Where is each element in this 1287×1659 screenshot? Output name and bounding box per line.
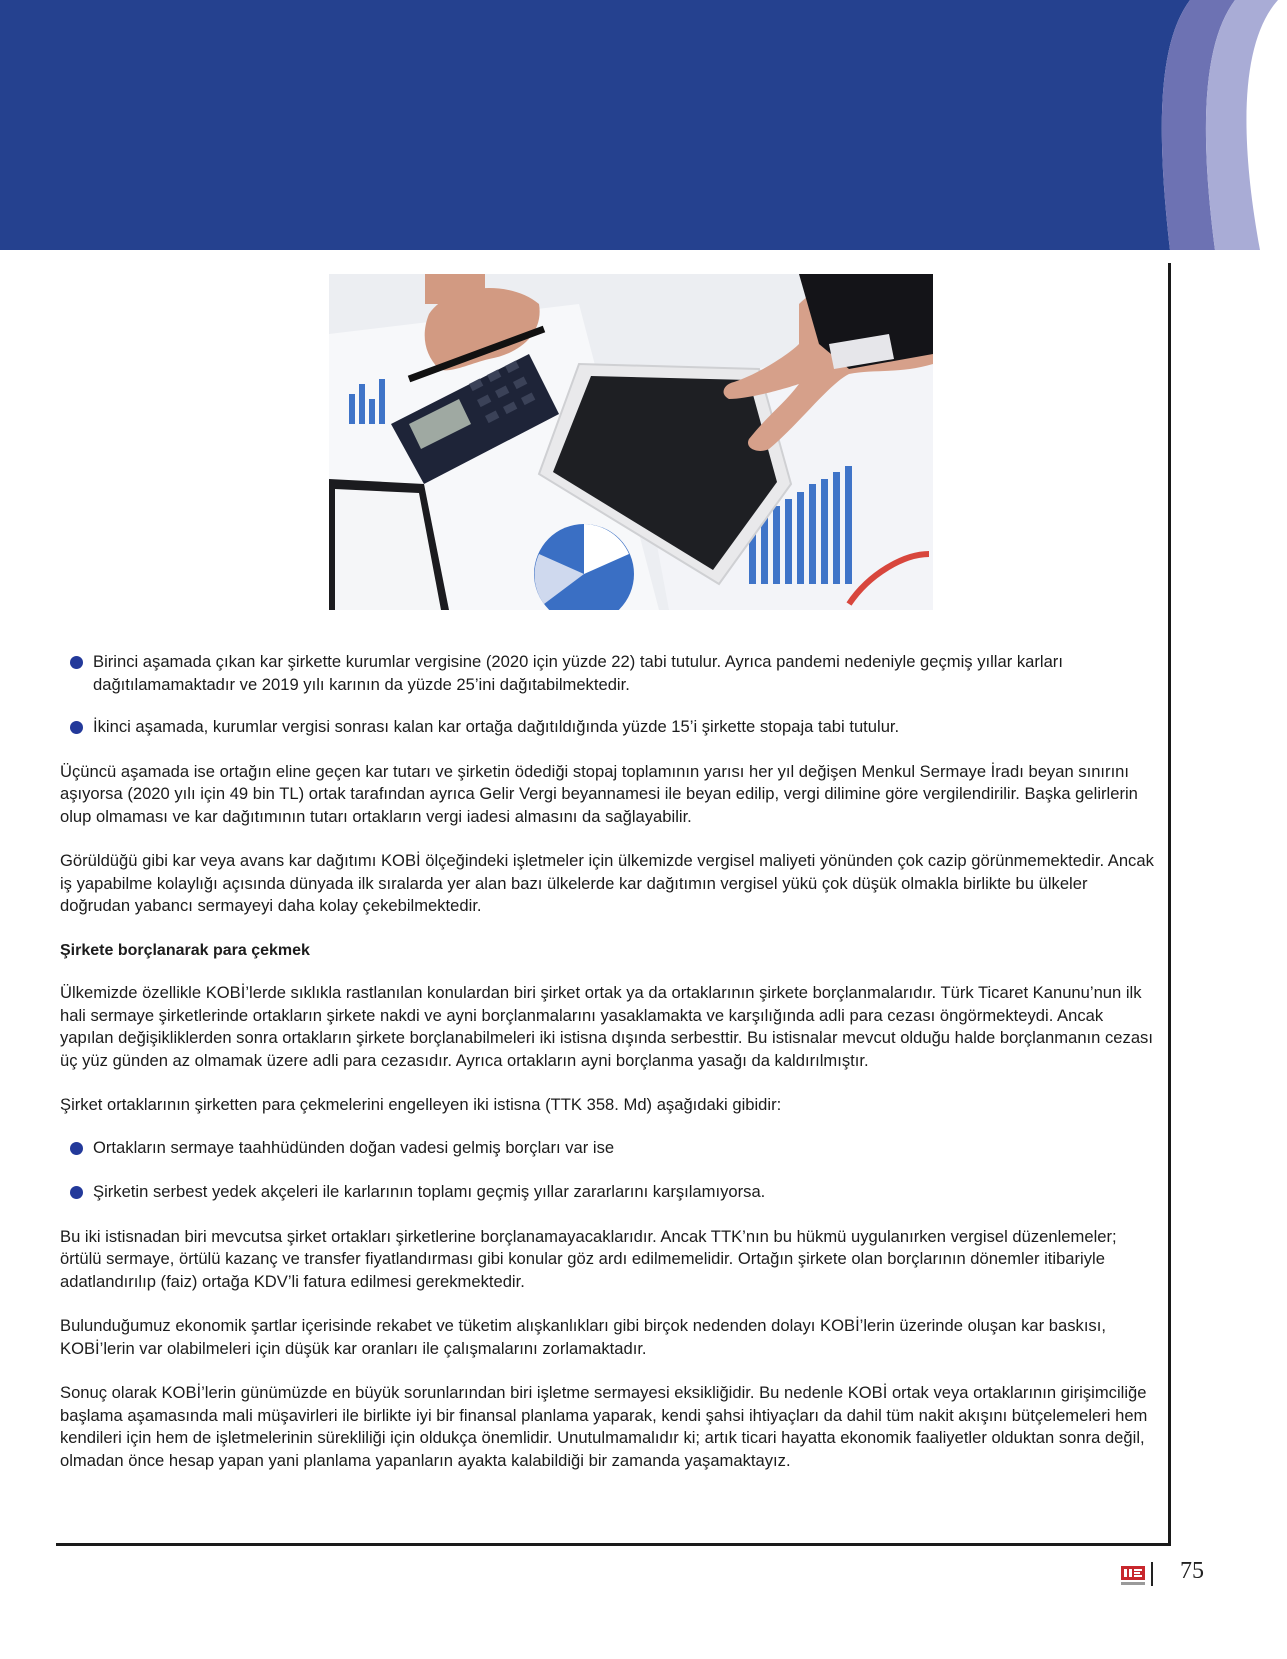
bullet-item: [60, 1181, 1160, 1204]
frame-right-border: [1168, 263, 1171, 1545]
footer-separator: [1151, 1562, 1153, 1586]
header-band: [0, 0, 1287, 250]
bullet-item: [60, 716, 1160, 739]
bullet-dot-icon: [70, 1186, 83, 1199]
paragraph: Bulunduğumuz ekonomik şartlar içerisinde rekabet ve tüketim alışkanlıkları gibi birçok nedenden dolayı KOBİ’lerin üzerinde oluşan kar baskısı, KOBİ’lerin var olabilmeleri için düşük kar oranları ile çalışmalarını zorlamaktadır.: [60, 1316, 1106, 1358]
page-number: 75: [1180, 1558, 1204, 1584]
paragraph: Üçüncü aşamada ise ortağın eline geçen kar tutarı ve şirketin ödediği stopaj toplamının yarısı her yıl değişen Menkul Sermaye İradı beyan sınırını aşıyorsa (2020 yılı için 49 bin TL) ortak tarafından ayrıca Gelir Vergi beyannamesi ile beyan edilip, vergi dilimine göre vergilendirilir. Başka gelirlerin olup olmaması ve kar dağıtımının tutarı ortakların vergi iadesi almasını da sağlayabilir.: [60, 761, 1138, 826]
bullet-dot-icon: [70, 1142, 83, 1155]
paragraph: Bu iki istisnadan biri mevcutsa şirket ortakları şirketlerine borçlanamayacaklarıdır. Ancak TTK’nın bu hükmü uygulanırken vergisel düzenlemeler; örtülü sermaye, örtülü kazanç ve transfer fiyatlandırması gibi konular göz ardı edilmemelidir. Ortağın şirkete olan borçlarının dönemler itibariyle adatlandırılıp (faiz) ortağa KDV’li fatura edilmesi gerekmektedir.: [60, 1226, 1117, 1291]
paragraph: Görüldüğü gibi kar veya avans kar dağıtımı KOBİ ölçeğindeki işletmeler için ülkemizde vergisel maliyeti yönünden çok cazip görünmemektedir. Ancak iş yapabilme kolaylığı açısında dünyada ilk sıralarda yer alan bazı ülkelerde kar dağıtımın vergisel yükü çok düşük olmakla birlikte bu ülkeler doğrudan yabancı sermayeyi daha kolay çekebilmektedir.: [60, 851, 1154, 915]
bullet-text: Şirketin serbest yedek akçeleri ile karlarının toplamı geçmiş yıllar zararlarını karşılamıyorsa.: [93, 1182, 766, 1201]
bullet-item: [60, 1137, 1160, 1160]
bullet-dot-icon: [70, 656, 83, 669]
bullet-text: Birinci aşamada çıkan kar şirkette kurumlar vergisine (2020 için yüzde 22) tabi tutulur. Ayrıca pandemi nedeniyle geçmiş yıllar karları dağıtılamamaktadır ve 2019 yılı karının da yüzde 25’ini dağıtabilmektedir.: [93, 652, 1063, 694]
paragraph: Şirket ortaklarının şirketten para çekmelerini engelleyen iki istisna (TTK 358. Md) aşağıdaki gibidir:: [60, 1095, 782, 1114]
calculator-tablet-photo-icon: [329, 274, 933, 610]
bullet-text: Ortakların sermaye taahhüdünden doğan vadesi gelmiş borçları var ise: [93, 1137, 615, 1157]
paragraph: Ülkemizde özellikle KOBİ’lerde sıklıkla rastlanılan konulardan biri şirket ortak ya da ortaklarının şirkete borçlanmalarıdır. Türk Ticaret Kanunu’nun ilk hali sermaye şirketlerinde ortakların şirkete nakdi ve ayni borçlanmalarını yasaklamakta ve karşılığında adli para cezası öngörmekteydi. Ancak yapılan değişikliklerden sonra ortakların şirkete borçlanabilmeleri iki istisna dışında serbesttir. Bu istisnalar mevcut olduğu halde borçlanmanın cezası üç yüz günden az olmamak üzere adli para cezasıdır. Ayrıca ortakların ayni borçlanma yasağı da kaldırılmıştır.: [60, 983, 1153, 1070]
article-body: [60, 651, 1160, 1472]
bullet-dot-icon: [70, 721, 83, 734]
section-heading: Şirkete borçlanarak para çekmek: [60, 941, 310, 959]
bullet-item: [60, 651, 1160, 696]
paragraph: Sonuç olarak KOBİ’lerin günümüzde en büyük sorunlarından biri işletme sermayesi eksikliğidir. Bu nedenle KOBİ ortak veya ortaklarının girişimciliğe başlama aşamasında mali müşavirleri ile birlikte iyi bir finansal planlama yaparak, kendi şahsi ihtiyaçları da dahil tüm nakit akışını bütçelemeleri hem kendileri için hem de işletmelerinin sürekliliği için oldukça önemlidir. Unutulmamalıdır ki; artık ticari hayatta ekonomik faaliyetler olduktan sonra değil, olmadan önce hesap yapan yani planlama yapanların ayakta kalabildiği bir zamanda yaşamaktayız.: [60, 1383, 1148, 1470]
frame-bottom-border: [56, 1543, 1171, 1546]
bullet-text: İkinci aşamada, kurumlar vergisi sonrası kalan kar ortağa dağıtıldığında yüzde 15’i şirkette stopaja tabi tutulur.: [93, 717, 900, 736]
publisher-logo-icon: [1121, 1564, 1145, 1588]
